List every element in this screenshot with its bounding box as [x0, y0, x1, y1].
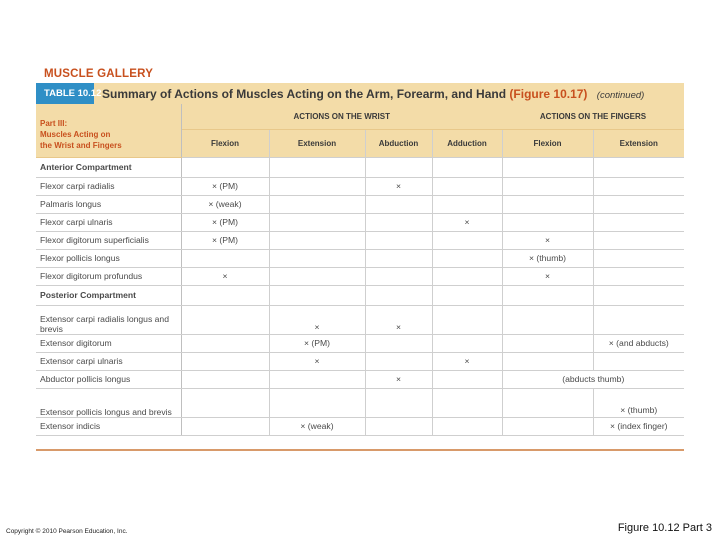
- muscle-name: Flexor digitorum superficialis: [36, 231, 181, 249]
- action-cell: ×: [365, 177, 432, 195]
- action-cell: [593, 352, 684, 370]
- action-cell: [502, 352, 593, 370]
- muscle-name: Abductor pollicis longus: [36, 370, 181, 388]
- action-cell: ×: [181, 267, 269, 285]
- action-cell: ×: [269, 352, 365, 370]
- action-cell: [365, 195, 432, 213]
- muscle-name: Palmaris longus: [36, 195, 181, 213]
- part-label-line: the Wrist and Fingers: [40, 141, 122, 150]
- action-cell: × (PM): [181, 213, 269, 231]
- action-cell: [432, 177, 502, 195]
- column-header: Abduction: [365, 129, 432, 157]
- table-row: [36, 305, 684, 334]
- part-label-line: Part III:: [40, 119, 68, 128]
- action-cell: ×: [365, 370, 432, 388]
- action-cell: [269, 267, 365, 285]
- action-cell: ×: [269, 305, 365, 334]
- action-cell: ×: [502, 231, 593, 249]
- action-cell: [502, 417, 593, 435]
- action-cell: [365, 267, 432, 285]
- action-cell: ×: [432, 352, 502, 370]
- action-cell: [181, 370, 269, 388]
- table-title-text: Summary of Actions of Muscles Acting on the Arm, Forearm, and Hand: [102, 86, 507, 101]
- action-cell: [365, 285, 432, 305]
- column-header: Flexion: [502, 129, 593, 157]
- action-cell: [432, 417, 502, 435]
- action-cell: [365, 417, 432, 435]
- action-cell: [269, 231, 365, 249]
- action-cell: × (PM): [269, 334, 365, 352]
- action-cell: [502, 334, 593, 352]
- table-title: [102, 87, 644, 101]
- action-cell: [269, 177, 365, 195]
- table-row: [36, 177, 684, 195]
- action-cell: [593, 195, 684, 213]
- table-row: [36, 231, 684, 249]
- group-header-wrist: ACTIONS ON THE WRIST: [181, 104, 502, 129]
- action-cell: × (index finger): [593, 417, 684, 435]
- action-cell: [365, 249, 432, 267]
- section-label: Anterior Compartment: [36, 157, 181, 177]
- section-row: [36, 285, 684, 305]
- table-row: [36, 213, 684, 231]
- table-tag: TABLE 10.12: [36, 83, 94, 104]
- action-cell: [502, 195, 593, 213]
- action-cell: [502, 285, 593, 305]
- action-cell: [432, 231, 502, 249]
- action-cell: × (weak): [269, 417, 365, 435]
- action-cell: [181, 352, 269, 370]
- muscle-actions-table: [36, 104, 684, 436]
- column-header: Extension: [269, 129, 365, 157]
- table-row: [36, 249, 684, 267]
- action-cell: [365, 231, 432, 249]
- figure-label: Figure 10.12 Part 3: [617, 522, 712, 534]
- action-cell: × (thumb): [593, 388, 684, 417]
- table-bottom-rule: [36, 449, 684, 451]
- action-cell: [365, 213, 432, 231]
- action-cell: [365, 388, 432, 417]
- action-cell: [269, 370, 365, 388]
- table-row: [36, 388, 684, 417]
- part-label-cell: [36, 104, 181, 157]
- action-cell: [502, 388, 593, 417]
- section-row: [36, 157, 684, 177]
- table-row: [36, 267, 684, 285]
- action-cell: [593, 267, 684, 285]
- action-cell: × (and abducts): [593, 334, 684, 352]
- table-title-figure: (Figure 10.17): [509, 86, 588, 101]
- action-cell: [269, 285, 365, 305]
- action-cell: ×: [502, 267, 593, 285]
- muscle-name: Flexor digitorum profundus: [36, 267, 181, 285]
- action-cell-span: (abducts thumb): [502, 370, 684, 388]
- muscle-name: Flexor carpi radialis: [36, 177, 181, 195]
- muscle-name: Extensor indicis: [36, 417, 181, 435]
- action-cell: [432, 157, 502, 177]
- action-cell: [181, 334, 269, 352]
- action-cell: [365, 157, 432, 177]
- action-cell: [593, 213, 684, 231]
- table-row: [36, 195, 684, 213]
- gallery-heading: MUSCLE GALLERY: [44, 68, 154, 80]
- muscle-name: Extensor digitorum: [36, 334, 181, 352]
- action-cell: [432, 267, 502, 285]
- action-cell: [269, 157, 365, 177]
- column-header: Flexion: [181, 129, 269, 157]
- action-cell: [269, 388, 365, 417]
- action-cell: [269, 249, 365, 267]
- action-cell: [432, 249, 502, 267]
- action-cell: [502, 213, 593, 231]
- action-cell: [502, 157, 593, 177]
- action-cell: [432, 370, 502, 388]
- table-row: [36, 352, 684, 370]
- action-cell: [593, 305, 684, 334]
- action-cell: [181, 388, 269, 417]
- action-cell: × (PM): [181, 231, 269, 249]
- muscle-name: Extensor carpi radialis longus and brevis: [36, 305, 181, 334]
- action-cell: [269, 195, 365, 213]
- muscle-name: Flexor pollicis longus: [36, 249, 181, 267]
- action-cell: [432, 285, 502, 305]
- table-title-bar: [36, 83, 684, 104]
- action-cell: [365, 334, 432, 352]
- action-cell: [593, 177, 684, 195]
- table-title-continued: (continued): [596, 89, 645, 101]
- muscle-name: Flexor carpi ulnaris: [36, 213, 181, 231]
- action-cell: [593, 157, 684, 177]
- action-cell: [181, 157, 269, 177]
- action-cell: [181, 417, 269, 435]
- muscle-name: Extensor carpi ulnaris: [36, 352, 181, 370]
- action-cell: [432, 388, 502, 417]
- table-row: [36, 417, 684, 435]
- action-cell: [502, 177, 593, 195]
- column-header: Adduction: [432, 129, 502, 157]
- action-cell: × (weak): [181, 195, 269, 213]
- action-cell: [181, 249, 269, 267]
- action-cell: [593, 285, 684, 305]
- group-header-fingers: ACTIONS ON THE FINGERS: [502, 104, 684, 129]
- action-cell: [181, 305, 269, 334]
- action-cell: [432, 195, 502, 213]
- action-cell: ×: [365, 305, 432, 334]
- table-row: [36, 370, 684, 388]
- column-header: Extension: [593, 129, 684, 157]
- action-cell: [502, 305, 593, 334]
- section-label: Posterior Compartment: [36, 285, 181, 305]
- table-row: [36, 334, 684, 352]
- action-cell: × (PM): [181, 177, 269, 195]
- muscle-name: Extensor pollicis longus and brevis: [36, 388, 181, 417]
- action-cell: ×: [432, 213, 502, 231]
- action-cell: × (thumb): [502, 249, 593, 267]
- action-cell: [593, 231, 684, 249]
- action-cell: [181, 285, 269, 305]
- action-cell: [593, 249, 684, 267]
- part-label-line: Muscles Acting on: [40, 130, 111, 139]
- action-cell: [432, 305, 502, 334]
- action-cell: [365, 352, 432, 370]
- action-cell: [432, 334, 502, 352]
- copyright-notice: Copyright © 2010 Pearson Education, Inc.: [6, 528, 128, 535]
- action-cell: [269, 213, 365, 231]
